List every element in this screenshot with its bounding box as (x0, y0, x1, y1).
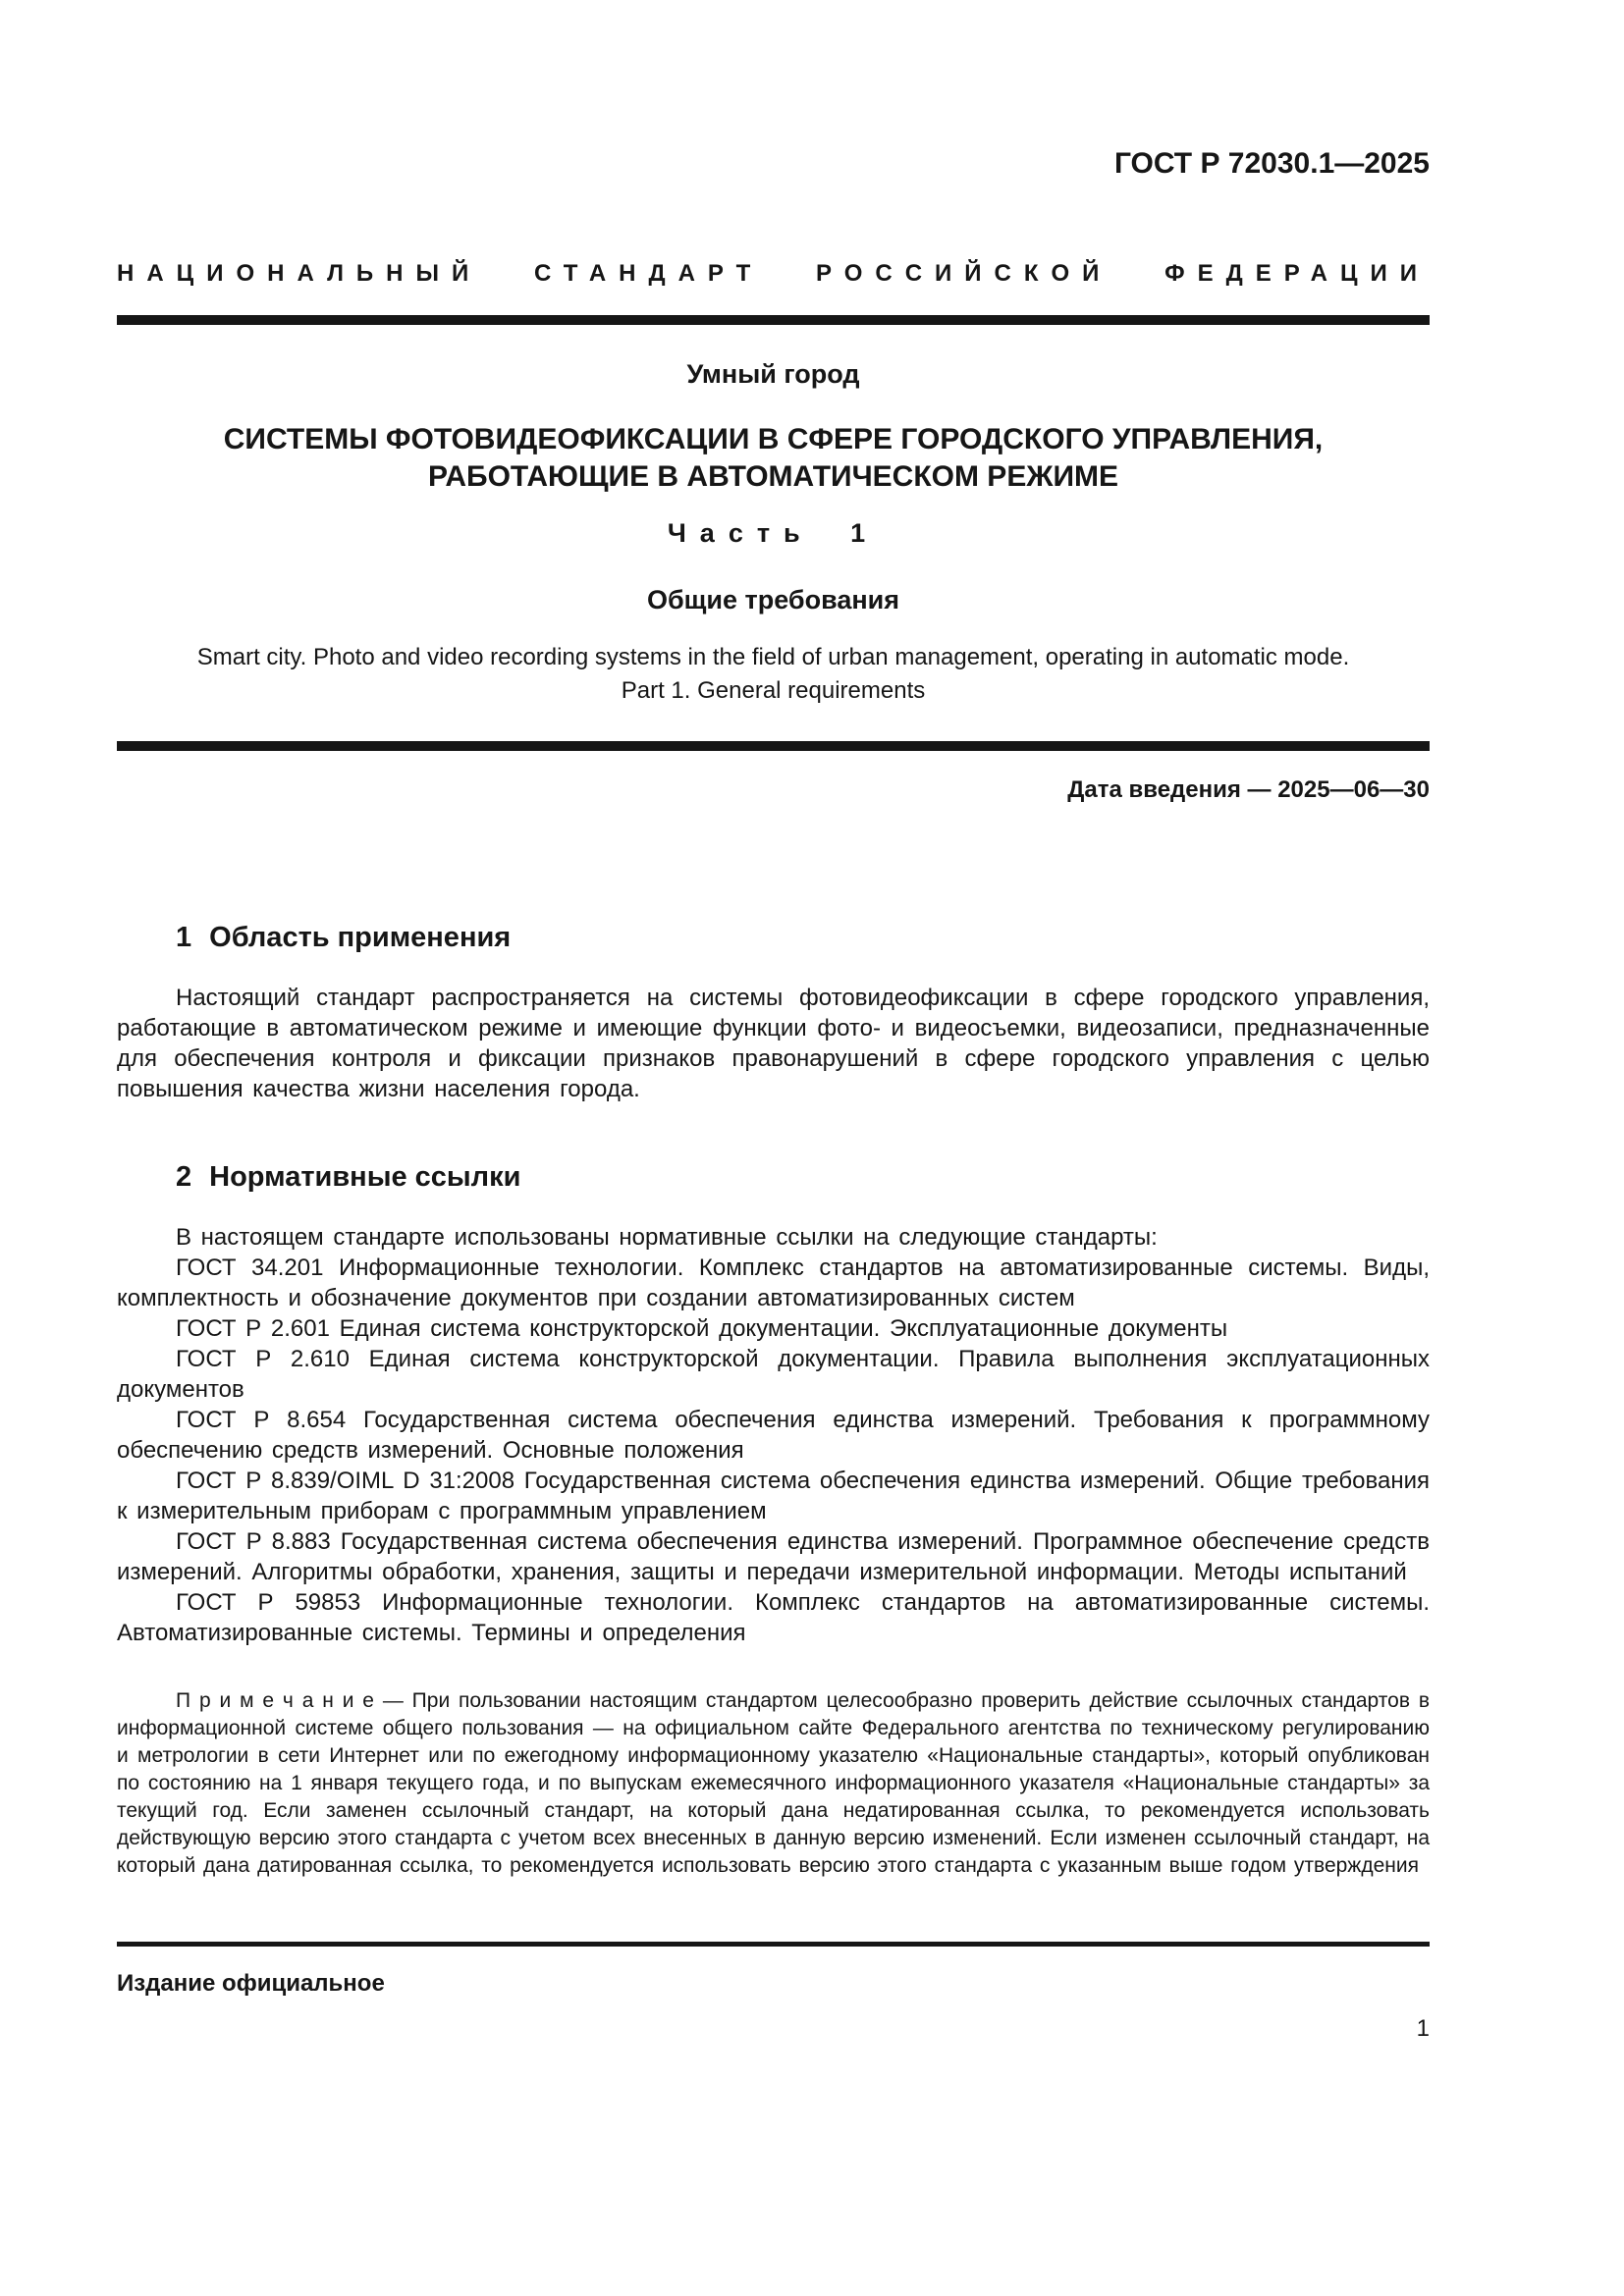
reference-gost-r-8-839: ГОСТ Р 8.839/OIML D 31:2008 Государственная система обеспечения единства измерений. Общие требования к измерительным приборам с программным управлением (117, 1468, 1430, 1524)
section-1-paragraph: Настоящий стандарт распространяется на системы фотовидеофиксации в сфере городского управления, работающие в автоматическом режиме и имеющие функции фото- и видеосъемки, видеозаписи, предназначенные для обеспечения контроля и фиксации признаков правонарушений в сфере городского управления с целью повышения качества жизни населения города. (117, 985, 1430, 1102)
section-1-title: Область применения (209, 922, 512, 953)
reference-gost-34-201: ГОСТ 34.201 Информационные технологии. Комплекс стандартов на автоматизированные системы. Виды, комплектность и обозначение документов при создании автоматизированных систем (117, 1255, 1430, 1311)
section-1-number: 1 (176, 922, 192, 953)
divider-middle (117, 741, 1430, 751)
english-title (117, 641, 1430, 708)
document-title-line2: РАБОТАЮЩИЕ В АВТОМАТИЧЕСКОМ РЕЖИМЕ (427, 460, 1119, 493)
subject-title: Умный город (686, 359, 860, 389)
reference-gost-r-8-654: ГОСТ Р 8.654 Государственная система обеспечения единства измерений. Требования к программному обеспечению средств измерений. Основные положения (117, 1407, 1430, 1464)
english-title-line2: Part 1. General requirements (621, 677, 926, 704)
reference-gost-r-8-883: ГОСТ Р 8.883 Государственная система обеспечения единства измерений. Программное обеспечение средств измерений. Алгоритмы обработки, хранения, защиты и передачи измерительной информации. Методы испытаний (117, 1528, 1430, 1585)
english-title-line1: Smart city. Photo and video recording systems in the field of urban management, operating in automatic mode. (196, 644, 1350, 670)
page-number: 1 (1416, 2015, 1430, 2042)
divider-bottom (117, 1942, 1430, 1947)
reference-gost-r-59853: ГОСТ Р 59853 Информационные технологии. Комплекс стандартов на автоматизированные системы. Автоматизированные системы. Термины и определения (117, 1589, 1430, 1646)
edition-note: Издание официальное (117, 1970, 385, 1997)
document-subtitle: Общие требования (646, 585, 900, 614)
doc-number: ГОСТ Р 72030.1—2025 (1113, 147, 1430, 180)
section-2-title: Нормативные ссылки (209, 1161, 521, 1193)
section-2-intro: В настоящем стандарте использованы нормативные ссылки на следующие стандарты: (176, 1224, 1158, 1251)
effective-date: Дата введения — 2025—06—30 (1067, 776, 1430, 803)
document-title-line1: СИСТЕМЫ ФОТОВИДЕОФИКСАЦИИ В СФЕРЕ ГОРОДСКОГО УПРАВЛЕНИЯ, (223, 423, 1324, 455)
reference-gost-r-2-610: ГОСТ Р 2.610 Единая система конструкторской документации. Правила выполнения эксплуатационных документов (117, 1346, 1430, 1403)
section-1-heading (117, 920, 1430, 955)
part-label: Часть 1 (667, 518, 880, 548)
divider-top (117, 315, 1430, 325)
national-standard-banner: НАЦИОНАЛЬНЫЙ СТАНДАРТ РОССИЙСКОЙ ФЕДЕРАЦИИ (117, 260, 1430, 287)
note-paragraph: П р и м е ч а н и е — При пользовании настоящим стандартом целесообразно проверить действие ссылочных стандартов в информационной системе общего пользования — на официальном сайте Федерального агентства по техническому регулированию и метрологии в сети Интернет или по ежегодному информационному указателю «Национальные стандарты», который опубликован по состоянию на 1 января текущего года, и по выпускам ежемесячного информационного указателя «Национальные стандарты» за текущий год. Если заменен ссылочный стандарт, на который дана недатированная ссылка, то рекомендуется использовать действующую версию этого стандарта с учетом всех внесенных в данную версию изменений. Если изменен ссылочный стандарт, на который дана датированная ссылка, то рекомендуется использовать версию этого стандарта с указанным выше годом утверждения (117, 1689, 1430, 1877)
document-title (117, 421, 1430, 496)
section-2-number: 2 (176, 1161, 192, 1193)
section-2-heading (117, 1159, 1430, 1195)
reference-gost-r-2-601: ГОСТ Р 2.601 Единая система конструкторской документации. Эксплуатационные документы (176, 1315, 1228, 1342)
